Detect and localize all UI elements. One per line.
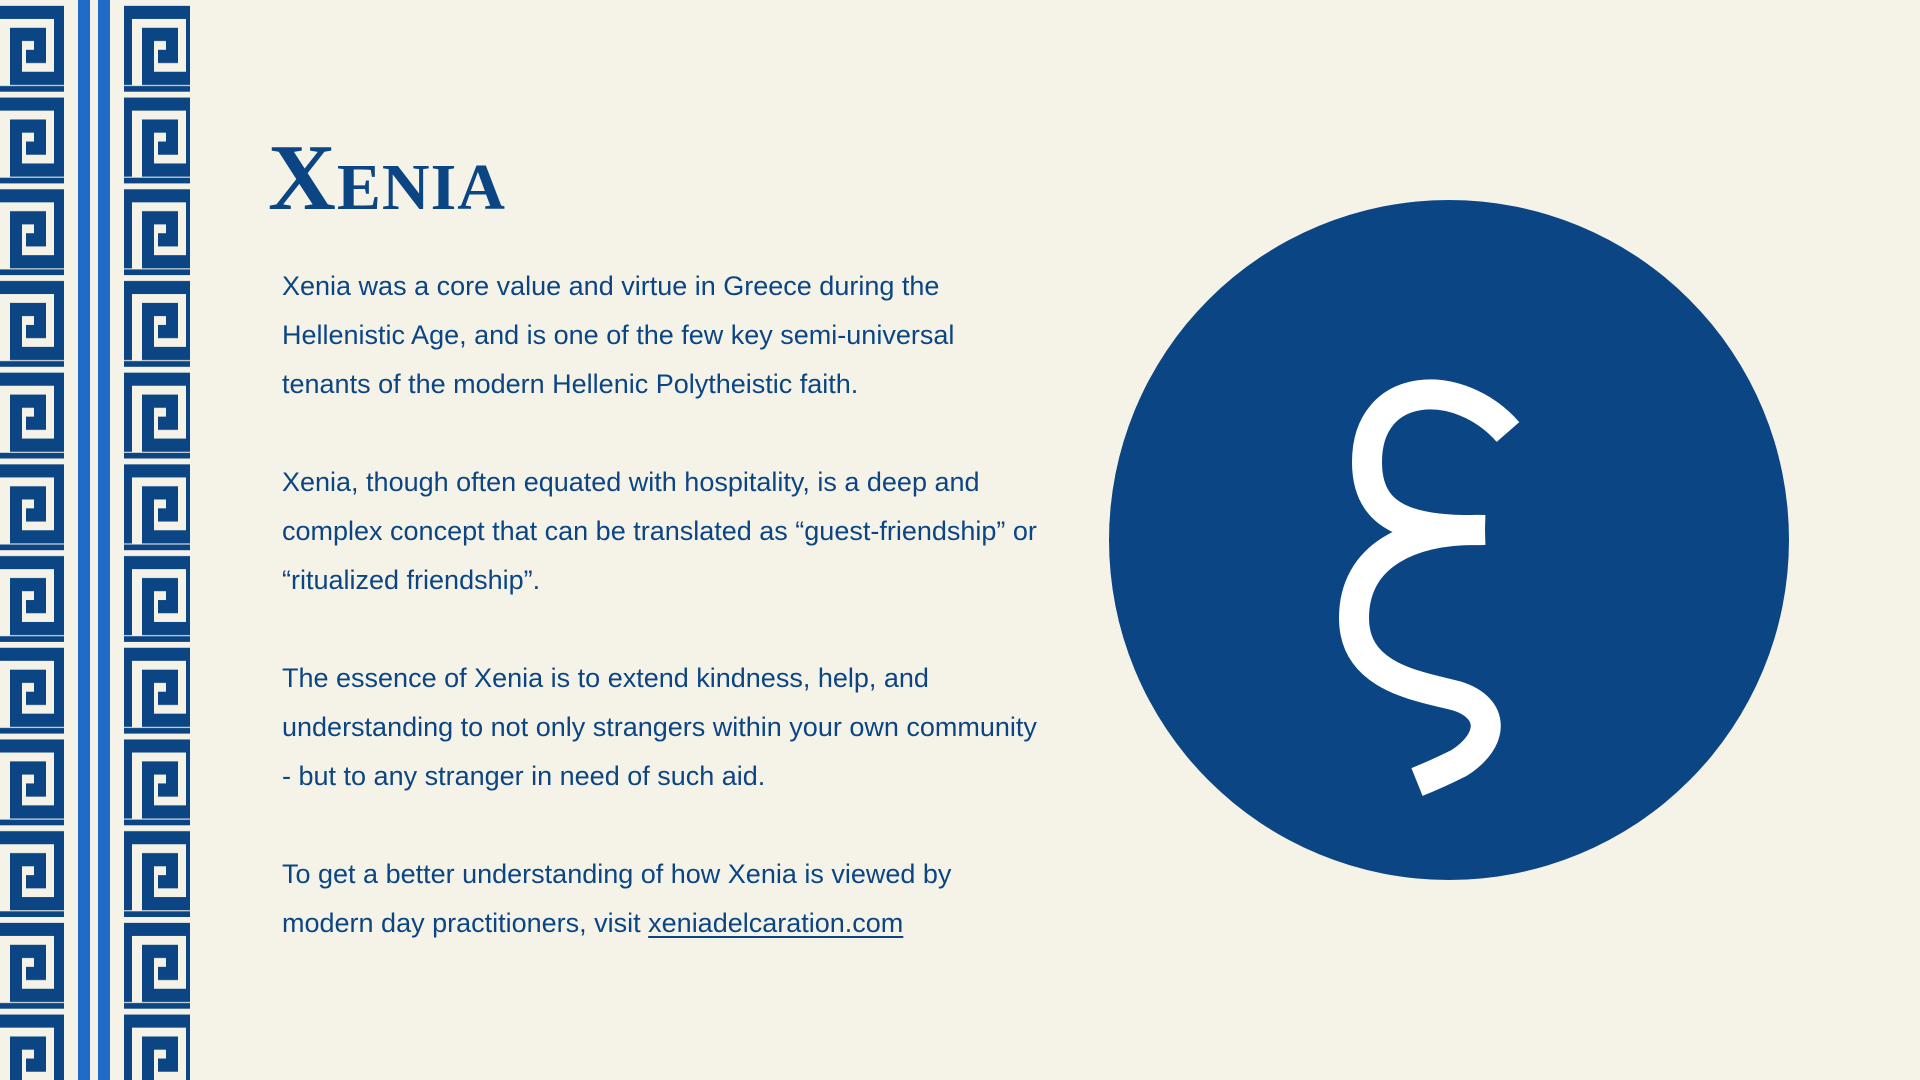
paragraph-intro: Xenia was a core value and virtue in Greece during the Hellenistic Age, and is one of the few key semi-universal tenants of the modern Hellenic Polytheistic faith. [282,271,955,399]
paragraph-essence: The essence of Xenia is to extend kindness, help, and understanding to not only strangers within your own community - but to any stranger in need of such aid. [282,663,1037,791]
xenia-declaration-link[interactable]: xeniadelcaration.com [648,908,904,938]
paragraph-meaning: Xenia, though often equated with hospitality, is a deep and complex concept that can be translated as “guest-friendship” or “ritualized friendship”. [282,467,1037,595]
xi-emblem [1109,200,1789,880]
closing-text: To get a better understanding of how Xenia is viewed by modern day practitioners, visit [282,859,952,938]
page-title: Xenia [268,126,506,230]
paragraph-closing [282,850,1042,948]
body-text [282,262,1042,948]
greek-key-border [0,0,190,1080]
